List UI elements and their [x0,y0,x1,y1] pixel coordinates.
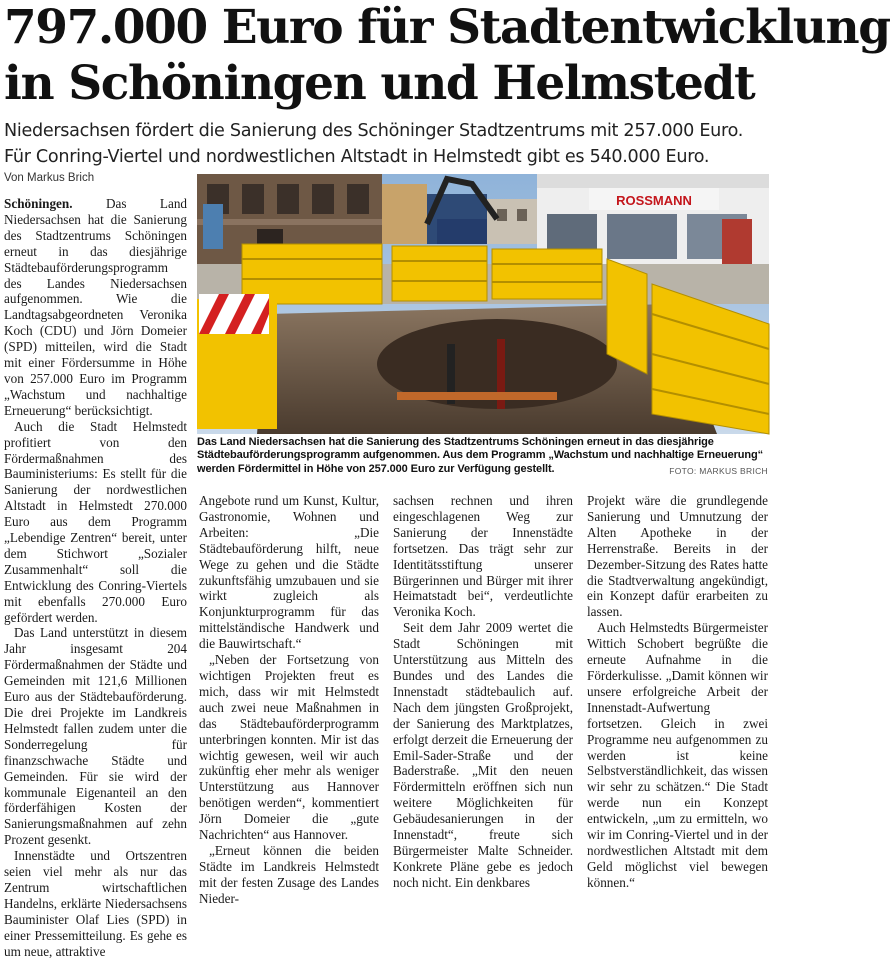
article-column-3 [393,493,573,890]
paragraph: „Neben der Fortsetzung von wichtigen Projekten freut es mich, dass wir mit Helmstedt auch zwei neue Maßnahmen in das Städtebauförderprogramm unterbringen konnten. Mir ist das wichtig gewesen, weil wir auch zukünftig eher mehr als weniger Unterstützung aus Hannover benötigen werden“, kommentiert Jörn Domeier die „gute Nachrichten“ aus Hannover. [199,652,379,843]
paragraph: Auch die Stadt Helmstedt profitiert von den Fördermaßnahmen des Bauministeriums: Es stellt für die Sanierung der nordwestlichen Altstadt in Helmstedt 270.000 Euro aus dem Programm „Lebendige Zentren“ bereit, unter dem Stichwort „Sozialer Zusammenhalt“ soll die Entwicklung des Conring-Viertels mit ebenfalls 270.000 Euro gefördert werden. [4,418,187,625]
rossmann-sign: ROSSMANN [616,193,692,208]
paragraph: Auch Helmstedts Bürgermeister Wittich Schobert begrüßte die erneute Aufnahme in die Förderkulisse. „Damit können wir unsere erfolgreiche Arbeit der Innenstadt-Aufwertung fortsetzen. Gleich in zwei Programme neu aufgenommen zu werden ist keine Selbstverständlichkeit, das wissen wir sehr zu schätzen.“ Die Stadt werde nun ein Konzept entwickeln, „um zu ermitteln, wo wir im Conring-Viertel und in der nordwestlichen Altstadt mit dem Geld möglichst viel bewegen können.“ [587,620,768,890]
headline-line-2: in Schöningen und Helmstedt [4,56,755,111]
paragraph: sachsen rechnen und ihren eingeschlagenen Weg zur Sanierung der Innenstädte fortsetzen. Das trägt sehr zur Identitätsstiftung unserer Bürgerinnen und Bürger mit ihrer Heimatstadt bei“, verdeutlichte Veronika Koch. [393,493,573,620]
article-headline [4,0,890,112]
paragraph: Innenstädte und Ortszentren seien viel mehr als nur das Zentrum wirtschaftlichen Handelns, erklärte Niedersachsens Bauminister Olaf Lies (SPD) in einer Pressemitteilung. Es gehe es um neue, attraktive [4,848,187,959]
paragraph: Seit dem Jahr 2009 wertet die Stadt Schöningen mit Unterstützung aus Mitteln des Bundes und des Landes die Innenstadt städtebaulich auf. Nach dem jüngsten Großprojekt, der Sanierung des Marktplatzes, erfolgt derzeit die Erneuerung der Emil-Sader-Straße und der Baderstraße. „Mit den neuen Fördermitteln eröffnen sich nun weitere Möglichkeiten für Gebäudesanierungen in der Innenstadt“, freute sich Bürgermeister Malte Schneider. Konkrete Pläne gebe es jedoch noch nicht. Ein denkbares [393,620,573,890]
subheadline-line-1: Niedersachsen fördert die Sanierung des Schöninger Stadtzentrums mit 257.000 Euro. [4,121,744,141]
paragraph: Das Land unterstützt in diesem Jahr insgesamt 204 Fördermaßnahmen der Städte und Gemeinden mit 121,6 Millionen Euro aus der Städtebauförderung. Die drei Projekte im Landkreis Helmstedt fallen zudem unter die Sonderregelung für finanzschwache Städte und Gemeinden. Für sie wird der kommunale Eigenanteil an den förderfähigen Kosten der Sanierungsmaßnahmen auf zehn Prozent gesenkt. [4,625,187,848]
paragraph: Schöningen. Das Land Niedersachsen hat die Sanierung des Stadtzentrums Schöningen erneut in das diesjährige Städtebauförderungsprogramm des Landes Niedersachsen aufgenommen. Wie die Landtagsabgeordneten Veronika Koch (CDU) und Jörn Domeier (SPD) mitteilen, wird die Stadt mit einer Fördersumme in Höhe von 257.000 Euro im Programm „Wachstum und nachhaltige Erneuerung“ berücksichtigt. [4,196,188,418]
byline: Von Markus Brich [4,172,95,184]
paragraph: „Erneut können die beiden Städte im Landkreis Helmstedt mit der festen Zusage des Landes Nieder- [199,842,379,906]
article-subheadline [4,118,770,170]
paragraph: Projekt wäre die grundlegende Sanierung und Umnutzung der Alten Apotheke in der Herrenstraße. Bereits in der Dezember-Sitzung des Rates hatte die Stadtverwaltung angekündigt, ein Konzept dafür erarbeiten zu lassen. [587,493,768,620]
article-photo [197,174,769,434]
article-column-1 [4,196,188,959]
article-column-2 [199,493,379,906]
photo-caption: Das Land Niedersachsen hat die Sanierung des Stadtzentrums Schöningen erneut in das diesjährige Städtebauförderungsprogramm aufgenommen. Aus dem Programm „Wachstum und nachhaltige Erneuerung“ werden Fördermittel in Höhe von 257.000 Euro zur Verfügung gestellt. [197,436,764,475]
subheadline-line-2: Für Conring-Viertel und nordwestlichen Altstadt in Helmstedt gibt es 540.000 Euro. [4,147,710,167]
headline-line-1: 797.000 Euro für Stadtentwicklung [4,0,890,55]
photo-credit: FOTO: MARKUS BRICH [669,466,768,476]
dateline: Schöningen. [4,196,73,211]
article-column-4 [587,493,768,890]
paragraph: Angebote rund um Kunst, Kultur, Gastronomie, Wohnen und Arbeiten: „Die Städtebauförderung hilft, neue Wege zu gehen und die Städte zukunftsfähig umzubauen und sie wirkt zugleich als Konjunkturprogramm für das mittelständische Handwerk und die Bauwirtschaft.“ [199,493,379,652]
construction-site-photo [197,174,769,434]
